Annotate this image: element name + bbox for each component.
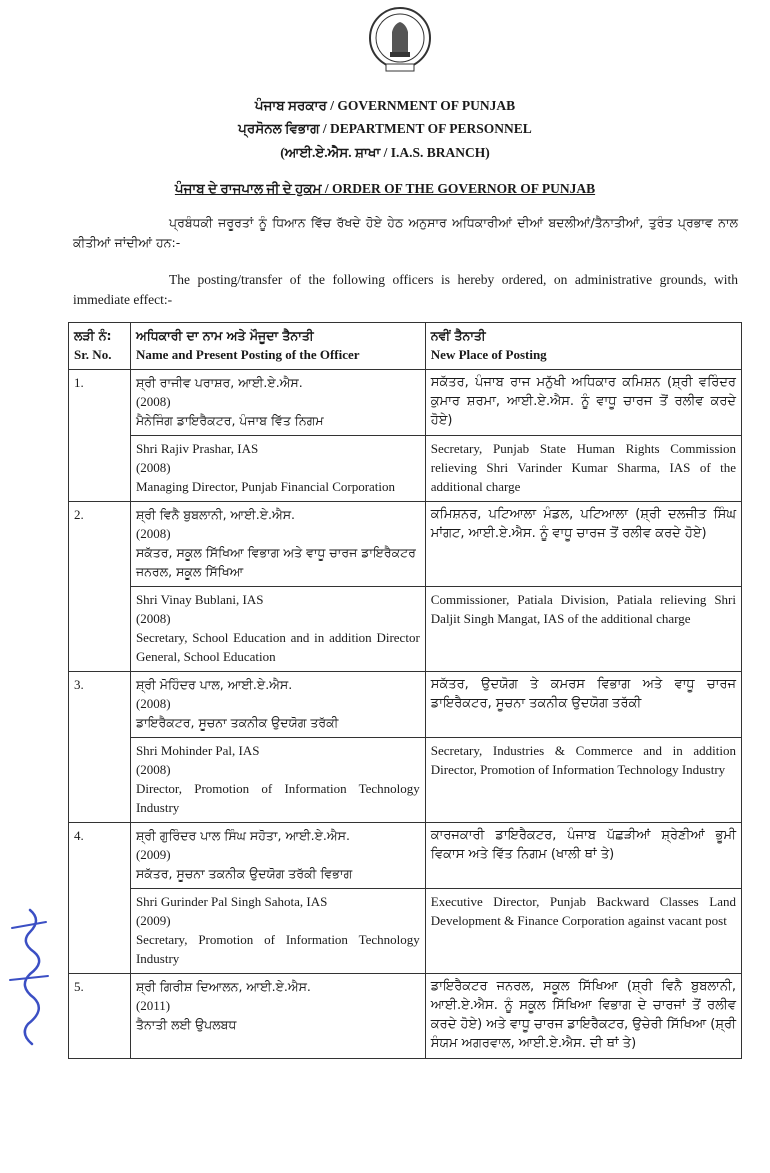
present-posting-english: Secretary, School Education and in addition Director General, School Education: [135, 630, 420, 664]
officer-batch: (2008): [135, 394, 171, 409]
header-officer-english: Name and Present Posting of the Officer: [135, 347, 360, 362]
table-row: [69, 889, 742, 974]
present-posting-punjabi: ਮੈਨੇਜਿੰਗ ਡਾਇਰੈਕਟਰ, ਪੰਜਾਬ ਵਿੱਤ ਨਿਗਮ: [135, 413, 324, 428]
new-posting-english: Commissioner, Patiala Division, Patiala relieving Shri Daljit Singh Mangat, IAS of the additional charge: [425, 587, 741, 672]
new-posting-punjabi: ਕਾਰਜਕਾਰੀ ਡਾਇਰੈਕਟਰ, ਪੰਜਾਬ ਪੱਛੜੀਆਂ ਸ਼੍ਰੇਣੀਆਂ ਭੂਮੀ ਵਿਕਾਸ ਅਤੇ ਵਿੱਤ ਨਿਗਮ (ਖਾਲੀ ਥਾਂ ਤੇ): [425, 823, 741, 889]
officer-batch: (2009): [135, 913, 171, 928]
table-row: [69, 823, 742, 889]
intro-english: The posting/transfer of the following officers is hereby ordered, on administrative grounds, with immediate effect:-: [73, 272, 738, 307]
officer-english: [130, 738, 425, 823]
officer-name-english: Shri Rajiv Prashar, IAS: [135, 441, 259, 456]
header-new-posting-punjabi: ਨਵੀਂ ਤੈਨਾਤੀ: [430, 328, 486, 343]
new-posting-english: Secretary, Industries & Commerce and in addition Director, Promotion of Information Technology Industry: [425, 738, 741, 823]
present-posting-punjabi: ਸਕੱਤਰ, ਸੂਚਨਾ ਤਕਨੀਕ ਉਦਯੋਗ ਤਰੱਕੀ ਵਿਭਾਗ: [135, 866, 353, 881]
present-posting-punjabi: ਸਕੱਤਰ, ਸਕੂਲ ਸਿੱਖਿਆ ਵਿਭਾਗ ਅਤੇ ਵਾਧੂ ਚਾਰਜ ਡਾਇਰੈਕਟਰ ਜਨਰਲ, ਸਕੂਲ ਸਿੱਖਿਆ: [135, 545, 416, 579]
officer-punjabi: [130, 370, 425, 436]
present-posting-english: Managing Director, Punjab Financial Corporation: [135, 479, 396, 494]
serial-number: 3.: [69, 672, 131, 823]
intro-punjabi: ਪ੍ਰਬੰਧਕੀ ਜਰੂਰਤਾਂ ਨੂੰ ਧਿਆਨ ਵਿੱਚ ਰੱਖਦੇ ਹੋਏ ਹੇਠ ਅਨੁਸਾਰ ਅਧਿਕਾਰੀਆਂ ਦੀਆਂ ਬਦਲੀਆਂ/ਤੈਨਾਤੀਆਂ, ਤੁਰੰਤ ਪ੍ਰਭਾਵ ਨਾਲ ਕੀਤੀਆਂ ਜਾਂਦੀਆਂ ਹਨ:-: [73, 215, 738, 250]
officer-batch: (2009): [135, 847, 171, 862]
officer-batch: (2008): [135, 696, 171, 711]
officer-name-english: Shri Mohinder Pal, IAS: [135, 743, 260, 758]
officer-english: [130, 436, 425, 502]
officer-batch: (2008): [135, 611, 171, 626]
table-row: [69, 436, 742, 502]
order-title: ਪੰਜਾਬ ਦੇ ਰਾਜਪਾਲ ਜੀ ਦੇ ਹੁਕਮ / ORDER OF THE GOVERNOR OF PUNJAB: [174, 181, 596, 196]
header-government: ਪੰਜਾਬ ਸਰਕਾਰ / GOVERNMENT OF PUNJAB: [254, 98, 516, 113]
officer-punjabi: [130, 502, 425, 587]
new-posting-english: Secretary, Punjab State Human Rights Commission relieving Shri Varinder Kumar Sharma, IAS of the additional charge: [425, 436, 741, 502]
header-serial-english: Sr. No.: [74, 347, 112, 362]
handwritten-signature: [0, 900, 60, 1050]
header-department: ਪ੍ਰਸੋਨਲ ਵਿਭਾਗ / DEPARTMENT OF PERSONNEL: [238, 121, 532, 136]
table-row: [69, 502, 742, 587]
header-officer-punjabi: ਅਧਿਕਾਰੀ ਦਾ ਨਾਮ ਅਤੇ ਮੌਜੂਦਾ ਤੈਨਾਤੀ: [135, 328, 314, 343]
officer-english: [130, 587, 425, 672]
table-header-row: [69, 323, 742, 370]
table-row: [69, 587, 742, 672]
table-row: [69, 370, 742, 436]
present-posting-english: Director, Promotion of Information Technology Industry: [135, 781, 420, 815]
officer-english: [130, 889, 425, 974]
officer-name-punjabi: ਸ਼੍ਰੀ ਵਿਨੈ ਬੁਬਲਾਨੀ, ਆਈ.ਏ.ਐਸ.: [135, 507, 296, 522]
new-posting-punjabi: ਸਕੱਤਰ, ਉਦਯੋਗ ਤੇ ਕਮਰਸ ਵਿਭਾਗ ਅਤੇ ਵਾਧੂ ਚਾਰਜ ਡਾਇਰੈਕਟਰ, ਸੂਚਨਾ ਤਕਨੀਕ ਉਦਯੋਗ ਤਰੱਕੀ: [425, 672, 741, 738]
officer-name-punjabi: ਸ਼੍ਰੀ ਗਿਰੀਸ਼ ਦਿਆਲਨ, ਆਈ.ਏ.ਐਸ.: [135, 979, 311, 994]
header-officer: [130, 323, 425, 370]
header-new-posting-english: New Place of Posting: [430, 347, 547, 362]
header-branch: (ਆਈ.ਏ.ਐਸ. ਸ਼ਾਖਾ / I.A.S. BRANCH): [280, 145, 490, 160]
officer-name-punjabi: ਸ਼੍ਰੀ ਮੋਹਿੰਦਰ ਪਾਲ, ਆਈ.ਏ.ਐਸ.: [135, 677, 293, 692]
table-row: [69, 672, 742, 738]
header-serial-punjabi: ਲੜੀ ਨੰ:: [74, 328, 112, 343]
new-posting-english: Executive Director, Punjab Backward Classes Land Development & Finance Corporation against vacant post: [425, 889, 741, 974]
officer-name-english: Shri Gurinder Pal Singh Sahota, IAS: [135, 894, 328, 909]
serial-number: 2.: [69, 502, 131, 672]
serial-number: 5.: [69, 974, 131, 1059]
header-serial: [69, 323, 131, 370]
officer-name-punjabi: ਸ਼੍ਰੀ ਰਾਜੀਵ ਪਰਾਸ਼ਰ, ਆਈ.ਏ.ਐਸ.: [135, 375, 303, 390]
serial-number: 1.: [69, 370, 131, 502]
present-posting-punjabi: ਡਾਇਰੈਕਟਰ, ਸੂਚਨਾ ਤਕਨੀਕ ਉਦਯੋਗ ਤਰੱਕੀ: [135, 715, 339, 730]
officer-punjabi: [130, 974, 425, 1059]
header-new-posting: [425, 323, 741, 370]
new-posting-punjabi: ਕਮਿਸ਼ਨਰ, ਪਟਿਆਲਾ ਮੰਡਲ, ਪਟਿਆਲਾ (ਸ਼੍ਰੀ ਦਲਜੀਤ ਸਿੰਘ ਮਾਂਗਟ, ਆਈ.ਏ.ਐਸ. ਨੂੰ ਵਾਧੂ ਚਾਰਜ ਤੋਂ ਰਲੀਵ ਕਰਦੇ ਹੋਏ): [425, 502, 741, 587]
new-posting-punjabi: ਡਾਇਰੈਕਟਰ ਜਨਰਲ, ਸਕੂਲ ਸਿੱਖਿਆ (ਸ਼੍ਰੀ ਵਿਨੈ ਬੁਬਲਾਨੀ, ਆਈ.ਏ.ਐਸ. ਨੂੰ ਸਕੂਲ ਸਿੱਖਿਆ ਵਿਭਾਗ ਦੇ ਚਾਰਜਾਂ ਤੋਂ ਰਲੀਵ ਕਰਦੇ ਹੋਏ) ਅਤੇ ਵਾਧੂ ਚਾਰਜ ਡਾਇਰੈਕਟਰ, ਉਚੇਰੀ ਸਿੱਖਿਆ (ਸ਼੍ਰੀ ਸੰਯਮ ਅਗਰਵਾਲ, ਆਈ.ਏ.ਐਸ. ਦੀ ਥਾਂ ਤੇ): [425, 974, 741, 1059]
officer-punjabi: [130, 823, 425, 889]
government-emblem: [368, 2, 432, 78]
officer-batch: (2008): [135, 762, 171, 777]
new-posting-punjabi: ਸਕੱਤਰ, ਪੰਜਾਬ ਰਾਜ ਮਨੁੱਖੀ ਅਧਿਕਾਰ ਕਮਿਸ਼ਨ (ਸ਼੍ਰੀ ਵਰਿੰਦਰ ਕੁਮਾਰ ਸ਼ਰਮਾ, ਆਈ.ਏ.ਐਸ. ਨੂੰ ਵਾਧੂ ਚਾਰਜ ਤੋਂ ਰਲੀਵ ਕਰਦੇ ਹੋਏ): [425, 370, 741, 436]
table-row: [69, 738, 742, 823]
table-row: [69, 974, 742, 1059]
officer-batch: (2008): [135, 526, 171, 541]
present-posting-punjabi: ਤੈਨਾਤੀ ਲਈ ਉਪਲਬਧ: [135, 1017, 237, 1032]
serial-number: 4.: [69, 823, 131, 974]
officer-batch: (2008): [135, 460, 171, 475]
officer-punjabi: [130, 672, 425, 738]
officer-batch: (2011): [135, 998, 171, 1013]
posting-table: [68, 322, 742, 1059]
present-posting-english: Secretary, Promotion of Information Technology Industry: [135, 932, 420, 966]
officer-name-english: Shri Vinay Bublani, IAS: [135, 592, 264, 607]
officer-name-punjabi: ਸ਼੍ਰੀ ਗੁਰਿੰਦਰ ਪਾਲ ਸਿੰਘ ਸਹੋਤਾ, ਆਈ.ਏ.ਐਸ.: [135, 828, 350, 843]
